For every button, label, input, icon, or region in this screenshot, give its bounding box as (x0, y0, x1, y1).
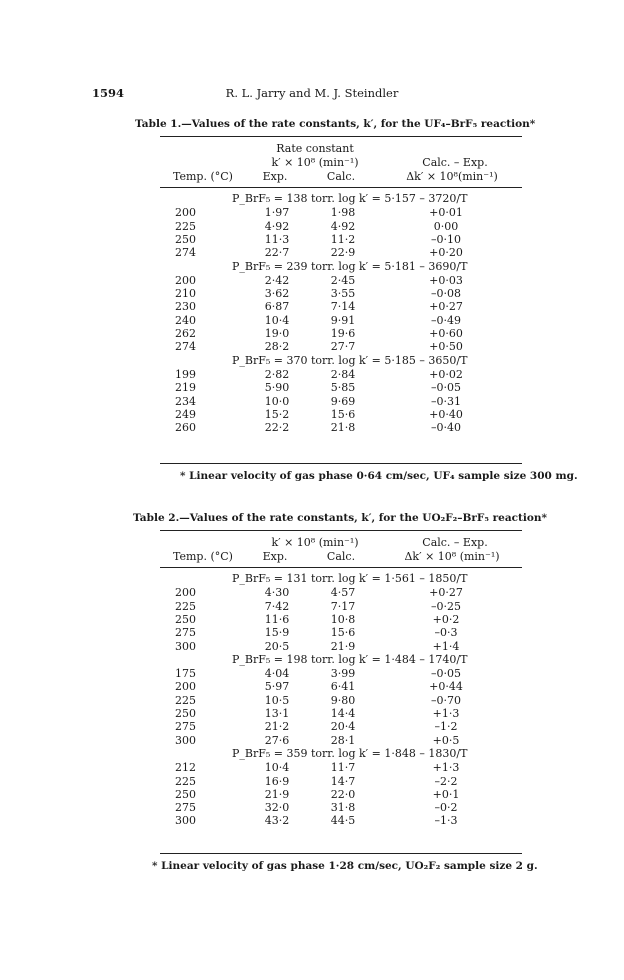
table1-header-calc: Calc. (326, 170, 356, 183)
exp-cell: 15·9 (264, 626, 290, 640)
exp-cell: 7·42 (264, 599, 290, 613)
table-row (175, 734, 495, 747)
diff-cell: +0·27 (429, 300, 463, 314)
temp-cell: 300 (175, 733, 196, 747)
calc-cell: 28·1 (330, 733, 356, 747)
exp-cell: 22·7 (264, 246, 290, 260)
diff-cell: –2·2 (434, 774, 458, 788)
table-row (175, 586, 495, 599)
table1-top-rule (160, 136, 522, 137)
table2-header-exp: Exp. (262, 550, 288, 563)
table1-header-temp: Temp. (°C) (173, 170, 233, 183)
table1-bottom-rule (160, 463, 522, 464)
table-row (175, 395, 495, 408)
table2-top-rule (160, 530, 522, 531)
running-head-authors: R. L. Jarry and M. J. Steindler (225, 86, 399, 100)
exp-cell: 11·3 (264, 232, 290, 246)
exp-cell: 22·2 (264, 421, 290, 435)
diff-cell: –0·05 (431, 667, 461, 681)
calc-cell: 19·6 (330, 327, 356, 340)
diff-cell: +0·1 (432, 787, 460, 801)
table-row (175, 287, 495, 300)
calc-cell: 4·57 (330, 586, 356, 600)
diff-cell: +0·44 (429, 680, 463, 694)
exp-cell: 21·2 (264, 720, 290, 734)
group-condition-label: P_BrF₅ = 370 torr. log k′ = 5·185 – 3650/T (232, 353, 468, 367)
temp-cell: 225 (175, 599, 196, 613)
calc-cell: 22·9 (330, 246, 356, 260)
table-row (175, 814, 495, 827)
calc-cell: 11·7 (330, 761, 356, 775)
calc-cell: 6·41 (330, 680, 356, 694)
table2-header-diff: Δk′ × 10⁸ (min⁻¹) (404, 550, 500, 563)
temp-cell: 300 (175, 639, 196, 653)
group-condition-label: P_BrF₅ = 138 torr. log k′ = 5·157 – 3720/T (232, 192, 468, 205)
table1-header-diff: Δk′ × 10⁸(min⁻¹) (406, 170, 498, 183)
exp-cell: 4·30 (264, 586, 290, 600)
table-row (175, 246, 495, 259)
diff-cell: –0·49 (431, 313, 461, 327)
calc-cell: 9·80 (330, 693, 356, 707)
exp-cell: 2·82 (264, 367, 290, 381)
table-row (175, 220, 495, 233)
temp-cell: 250 (175, 707, 196, 720)
diff-cell: +0·5 (432, 733, 460, 747)
exp-cell: 5·97 (264, 680, 290, 694)
exp-cell: 2·42 (264, 273, 290, 287)
table-row (175, 801, 495, 814)
exp-cell: 32·0 (264, 801, 290, 815)
diff-cell: –0·05 (431, 381, 461, 395)
temp-cell: 275 (175, 626, 196, 640)
diff-cell: –0·2 (434, 801, 458, 815)
table-row (175, 761, 495, 774)
temp-cell: 262 (175, 327, 196, 340)
exp-cell: 3·62 (264, 287, 290, 301)
group-condition-label: P_BrF₅ = 359 torr. log k′ = 1·848 – 1830/T (232, 746, 468, 760)
diff-cell: +0·01 (429, 206, 463, 220)
temp-cell: 249 (175, 407, 196, 421)
table-row (175, 300, 495, 313)
table2-header-rule (160, 567, 522, 568)
diff-cell: –0·3 (434, 626, 458, 640)
table-row (175, 381, 495, 394)
calc-cell: 31·8 (330, 801, 356, 815)
group-condition-label: P_BrF₅ = 131 torr. log k′ = 1·561 – 1850/T (232, 572, 468, 585)
diff-cell: +1·4 (432, 639, 460, 653)
temp-cell: 274 (175, 340, 196, 354)
diff-cell: 0·00 (433, 219, 459, 233)
table-row (175, 613, 495, 626)
calc-cell: 1·98 (330, 206, 356, 220)
diff-cell: +0·27 (429, 586, 463, 600)
table2-header-calc: Calc. (326, 550, 356, 563)
temp-cell: 230 (175, 300, 196, 314)
calc-cell: 21·8 (330, 421, 356, 435)
calc-cell: 11·2 (330, 232, 356, 246)
calc-cell: 27·7 (330, 340, 356, 354)
table-row (175, 408, 495, 421)
temp-cell: 260 (175, 421, 196, 435)
exp-cell: 4·92 (264, 219, 290, 233)
diff-cell: +0·20 (429, 246, 463, 260)
temp-cell: 250 (175, 612, 196, 626)
temp-cell: 200 (175, 206, 196, 220)
table2-header-diff-top: Calc. – Exp. (422, 536, 488, 549)
table2-header-temp: Temp. (°C) (173, 550, 233, 563)
diff-cell: –1·3 (434, 814, 458, 828)
table2-caption: Table 2.—Values of the rate constants, k′, for the UO₂F₂–BrF₅ reaction* (133, 512, 547, 524)
table-row (175, 327, 495, 340)
exp-cell: 13·1 (264, 707, 290, 720)
page-number: 1594 (92, 86, 125, 100)
diff-cell: +0·60 (429, 327, 463, 340)
temp-cell: 275 (175, 720, 196, 734)
calc-cell: 21·9 (330, 639, 356, 653)
temp-cell: 250 (175, 232, 196, 246)
calc-cell: 9·69 (330, 394, 356, 408)
calc-cell: 22·0 (330, 787, 356, 801)
calc-cell: 10·8 (330, 612, 356, 626)
temp-cell: 212 (175, 761, 196, 775)
exp-cell: 1·97 (264, 206, 290, 220)
diff-cell: +1·3 (432, 707, 460, 720)
temp-cell: 200 (175, 586, 196, 600)
table-row (175, 233, 495, 246)
table-row (175, 667, 495, 680)
table1-header-rule (160, 187, 522, 188)
running-header (92, 86, 532, 102)
table2-bottom-rule (160, 853, 522, 854)
exp-cell: 16·9 (264, 774, 290, 788)
table-row (175, 368, 495, 381)
temp-cell: 275 (175, 801, 196, 815)
table-row (175, 626, 495, 639)
table-row (175, 600, 495, 613)
temp-cell: 250 (175, 787, 196, 801)
table1-header-diff-top: Calc. – Exp. (422, 156, 488, 169)
table2-header-k: k′ × 10⁸ (min⁻¹) (271, 536, 359, 549)
table-row (175, 314, 495, 327)
exp-cell: 15·2 (264, 407, 290, 421)
diff-cell: –1·2 (434, 720, 458, 734)
temp-cell: 274 (175, 246, 196, 260)
exp-cell: 10·4 (264, 313, 290, 327)
diff-cell: +0·2 (432, 612, 460, 626)
calc-cell: 3·99 (330, 667, 356, 681)
table-row (175, 274, 495, 287)
table1-column-headers (173, 170, 498, 184)
diff-cell: +1·3 (432, 761, 460, 775)
table-row (175, 340, 495, 353)
calc-cell: 4·92 (330, 219, 356, 233)
table1-header-exp: Exp. (262, 170, 288, 183)
table-row (175, 206, 495, 219)
diff-cell: +0·02 (429, 367, 463, 381)
temp-cell: 225 (175, 774, 196, 788)
temp-cell: 219 (175, 381, 196, 395)
table1-header-k: k′ × 10⁸ (min⁻¹) (271, 156, 359, 169)
diff-cell: –0·40 (431, 421, 461, 435)
table1-header-group: Rate constant (276, 142, 354, 155)
calc-cell: 5·85 (330, 381, 356, 395)
diff-cell: +0·50 (429, 340, 463, 354)
exp-cell: 10·4 (264, 761, 290, 775)
diff-cell: –0·08 (431, 287, 461, 301)
calc-cell: 7·14 (330, 300, 356, 314)
group-condition-label: P_BrF₅ = 198 torr. log k′ = 1·484 – 1740/T (232, 652, 468, 666)
table1-footnote: * Linear velocity of gas phase 0·64 cm/sec, UF₄ sample size 300 mg. (180, 470, 578, 482)
diff-cell: –0·70 (431, 693, 461, 707)
table-row (175, 640, 495, 653)
temp-cell: 175 (175, 667, 196, 681)
diff-cell: +0·40 (429, 407, 463, 421)
calc-cell: 7·17 (330, 599, 356, 613)
exp-cell: 11·6 (264, 612, 290, 626)
exp-cell: 4·04 (264, 667, 290, 681)
exp-cell: 10·0 (264, 394, 290, 408)
temp-cell: 199 (175, 367, 196, 381)
exp-cell: 21·9 (264, 787, 290, 801)
exp-cell: 28·2 (264, 340, 290, 354)
table-row (175, 775, 495, 788)
temp-cell: 225 (175, 693, 196, 707)
table-row (175, 720, 495, 733)
exp-cell: 5·90 (264, 381, 290, 395)
table-row (175, 680, 495, 693)
calc-cell: 15·6 (330, 626, 356, 640)
table-row (175, 421, 495, 434)
exp-cell: 20·5 (264, 639, 290, 653)
table1-caption: Table 1.—Values of the rate constants, k′, for the UF₄–BrF₅ reaction* (135, 118, 536, 130)
exp-cell: 19·0 (264, 327, 290, 340)
calc-cell: 14·7 (330, 774, 356, 788)
table-row (175, 788, 495, 801)
temp-cell: 210 (175, 287, 196, 301)
temp-cell: 200 (175, 273, 196, 287)
diff-cell: –0·31 (431, 394, 461, 408)
calc-cell: 2·45 (330, 273, 356, 287)
temp-cell: 200 (175, 680, 196, 694)
diff-cell: +0·03 (429, 273, 463, 287)
diff-cell: –0·25 (431, 599, 461, 613)
calc-cell: 3·55 (330, 287, 356, 301)
group-condition-label: P_BrF₅ = 239 torr. log k′ = 5·181 – 3690/T (232, 259, 468, 273)
calc-cell: 9·91 (330, 313, 356, 327)
calc-cell: 20·4 (330, 720, 356, 734)
table-row (175, 694, 495, 707)
exp-cell: 10·5 (264, 693, 290, 707)
calc-cell: 15·6 (330, 407, 356, 421)
exp-cell: 43·2 (264, 814, 290, 828)
table2-footnote: * Linear velocity of gas phase 1·28 cm/sec, UO₂F₂ sample size 2 g. (152, 860, 538, 872)
temp-cell: 225 (175, 219, 196, 233)
calc-cell: 2·84 (330, 367, 356, 381)
table2-column-headers (173, 550, 500, 564)
calc-cell: 44·5 (330, 814, 356, 828)
diff-cell: –0·10 (431, 232, 461, 246)
temp-cell: 240 (175, 313, 196, 327)
exp-cell: 27·6 (264, 733, 290, 747)
table-row (175, 707, 495, 720)
temp-cell: 300 (175, 814, 196, 828)
calc-cell: 14·4 (330, 707, 356, 720)
temp-cell: 234 (175, 394, 196, 408)
exp-cell: 6·87 (264, 300, 290, 314)
